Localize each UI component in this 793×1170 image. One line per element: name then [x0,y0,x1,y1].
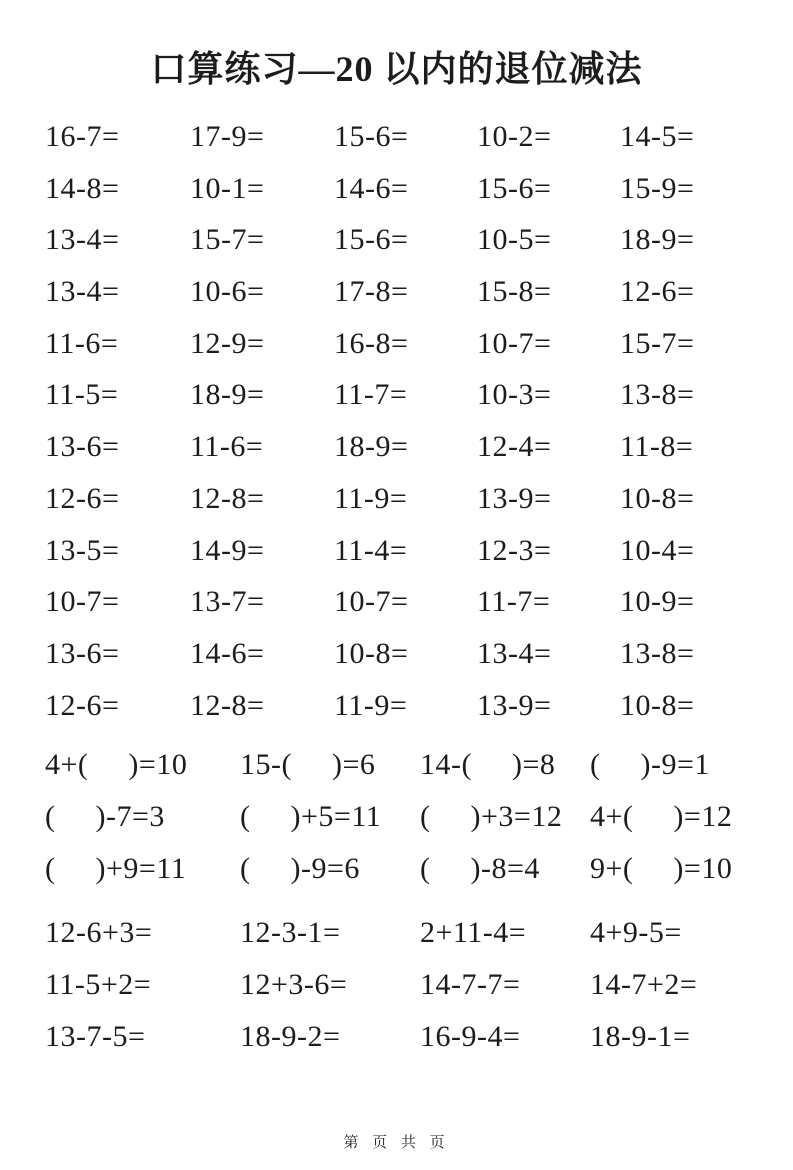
problem: 13-4= [45,275,120,309]
problem: 14-6= [190,636,265,670]
problem: 14-6= [334,171,409,205]
problem-row [45,843,793,895]
simple-problems-section [0,111,793,731]
problem: 10-1= [190,171,265,205]
problem: 12-8= [190,688,265,722]
page-number-label: 第 页 共 页 [343,1135,450,1151]
problem: 13-8= [620,636,695,670]
problem: 11-9= [334,688,408,722]
problem: 15-( )=6 [240,748,376,782]
problem: 11-6= [190,430,264,464]
problem: ( )-9=6 [240,851,360,885]
problem: 4+( )=10 [45,748,188,782]
problem: 12-6= [45,481,120,515]
problem: 10-8= [620,481,695,515]
problem: 11-9= [334,481,408,515]
problem-row [45,111,793,163]
problem: 12+3-6= [240,968,348,1002]
page-title: 口算练习—20 以内的退位减法 [150,49,643,89]
problem: ( )+9=11 [45,851,187,885]
problem: 12-9= [190,326,265,360]
problem: 10-6= [190,275,265,309]
problem: 18-9= [620,223,695,257]
problem: 10-8= [620,688,695,722]
problem: 15-7= [190,223,265,257]
worksheet-page [0,48,793,1151]
problem: 10-8= [334,636,409,670]
problem: 9+( )=10 [590,851,733,885]
problem: 13-6= [45,636,120,670]
problem: 2+11-4= [420,916,527,950]
problem: 12-4= [477,430,552,464]
problem: 12-8= [190,481,265,515]
problem: 10-5= [477,223,552,257]
problem: 14-5= [620,120,695,154]
problem: 14-8= [45,171,120,205]
problem-row [45,739,793,791]
problem-row [45,959,793,1011]
problem-row [45,576,793,628]
problem: 4+( )=12 [590,799,733,833]
three-term-problems-section [0,908,793,1063]
problem: 4+9-5= [590,916,682,950]
problem: 14-7+2= [590,968,698,1002]
problem: ( )-9=1 [590,748,710,782]
problem: 10-7= [45,585,120,619]
problem-row [45,215,793,267]
problem-row [45,628,793,680]
problem: 14-7-7= [420,968,521,1002]
problem: 18-9= [334,430,409,464]
problem: 13-6= [45,430,120,464]
problem: 11-5+2= [45,968,152,1002]
problem: 13-9= [477,688,552,722]
problem: 13-4= [477,636,552,670]
problem: ( )+5=11 [240,799,382,833]
page-footer [0,1131,793,1152]
problem: 15-8= [477,275,552,309]
problem: 15-9= [620,171,695,205]
problem-row [45,1011,793,1063]
problem: 11-7= [334,378,408,412]
problem: 15-6= [334,223,409,257]
problem-row [45,908,793,960]
problem: 12-3= [477,533,552,567]
problem: 15-7= [620,326,695,360]
problem: 12-3-1= [240,916,341,950]
problem-row [45,473,793,525]
problem-row [45,370,793,422]
problem: 13-7-5= [45,1019,146,1053]
problem: 12-6= [620,275,695,309]
problem: 11-5= [45,378,119,412]
problem: 10-2= [477,120,552,154]
problem: 10-4= [620,533,695,567]
problem: 14-9= [190,533,265,567]
problem: 16-9-4= [420,1019,521,1053]
fill-blank-problems-section [0,739,793,894]
problem: 18-9= [190,378,265,412]
problem: 10-3= [477,378,552,412]
problem-row [45,421,793,473]
problem-row [45,791,793,843]
problem-row [45,680,793,732]
problem: 13-7= [190,585,265,619]
problem: ( )-8=4 [420,851,540,885]
problem-row [45,318,793,370]
problem: 12-6= [45,688,120,722]
problem: 11-6= [45,326,119,360]
problem: 13-5= [45,533,120,567]
problem: 10-9= [620,585,695,619]
problem: 17-8= [334,275,409,309]
problem: 14-( )=8 [420,748,556,782]
problem: 10-7= [477,326,552,360]
problem: 10-7= [334,585,409,619]
problem: 12-6+3= [45,916,153,950]
problem-row [45,163,793,215]
problem: 11-4= [334,533,408,567]
problem: 11-7= [477,585,551,619]
problem: 18-9-2= [240,1019,341,1053]
problem-row [45,266,793,318]
problem: 16-8= [334,326,409,360]
problem: 17-9= [190,120,265,154]
problem: 13-4= [45,223,120,257]
problem-row [45,525,793,577]
problem: 15-6= [334,120,409,154]
problem: 18-9-1= [590,1019,691,1053]
problem: 13-8= [620,378,695,412]
problem: ( )+3=12 [420,799,563,833]
problem: 13-9= [477,481,552,515]
problem: 16-7= [45,120,120,154]
problem: 15-6= [477,171,552,205]
problem: ( )-7=3 [45,799,165,833]
problem: 11-8= [620,430,694,464]
